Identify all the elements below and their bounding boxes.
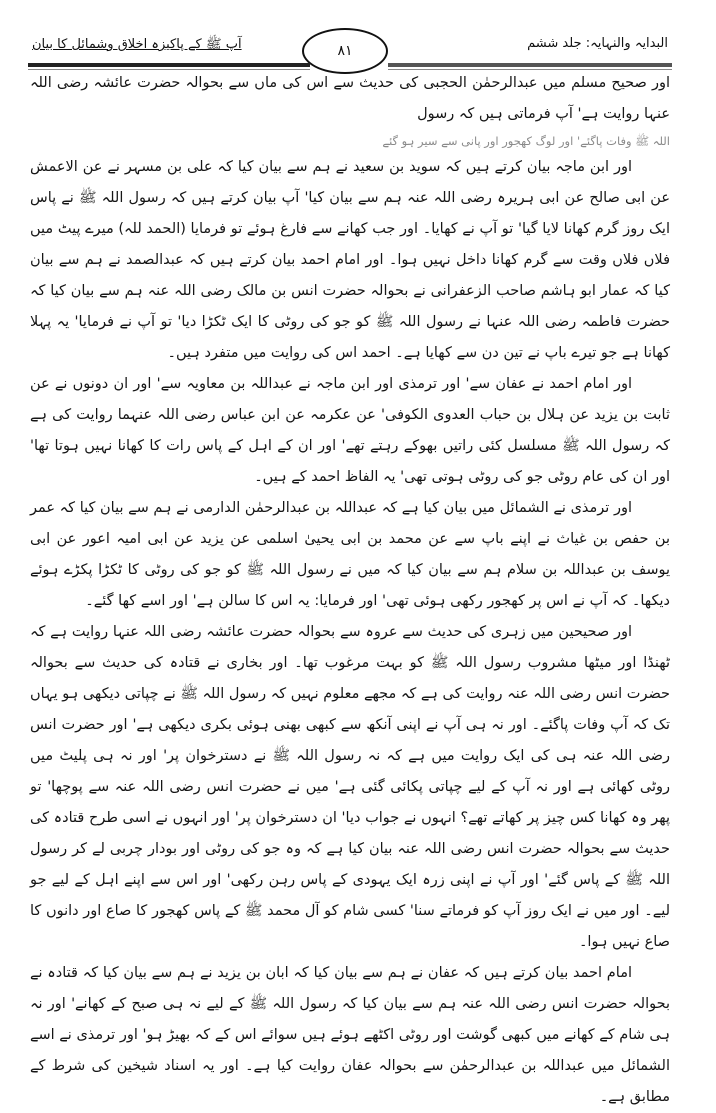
- page-number: ۸۱: [302, 28, 388, 74]
- page-body: [30, 68, 670, 1113]
- paragraph: اور صحیحین میں زہری کی حدیث سے عروہ سے بحوالہ حضرت عائشہ رضی اللہ عنہا روایت ہے کہ ٹھنڈا اور میٹھا مشروب رسول اللہ ﷺ کو بہت مرغوب تھا۔ اور بخاری نے قتادہ کی حدیث سے بحوالہ حضرت انس رضی اللہ عنہ روایت کی ہے کہ مجھے معلوم نہیں کہ رسول اللہ ﷺ نے چپاتی دیکھی ہو یہاں تک کہ آپ وفات پاگئے۔ اور نہ ہی آپ نے اپنی آنکھ سے کبھی بھنی ہوئی بکری دیکھی ہے' اور حضرت انس رضی اللہ عنہ ہی کی ایک روایت میں ہے کہ نہ رسول اللہ ﷺ نے دسترخوان پر' اور نہ ہی پلیٹ میں روٹی کھائی ہے اور نہ آپ کے لیے چپاتی پکائی گئی ہے' میں نے حضرت انس رضی اللہ عنہ سے پوچھا' تو پھر وہ کھانا کس چیز پر کھاتے تھے؟ انہوں نے جواب دیا' ان دسترخوان پر' اور انہوں نے اسی طرح قتادہ کی حدیث سے بحوالہ حضرت انس رضی اللہ عنہ بیان کیا ہے کہ وہ جو کی روٹی اور بودار چربی لے کر رسول اللہ ﷺ کے پاس گئے' اور آپ نے اپنی زرہ ایک یہودی کے پاس رہن رکھی' اور اس سے اپنے اہل کے لیے جو لیے۔ اور میں نے ایک روز آپ کو فرماتے سنا' کسی شام کو آل محمد ﷺ کے پاس کھجور کا صاع اور دانوں کا صاع نہیں ہوا۔: [30, 624, 670, 950]
- paragraph: اور ترمذی نے الشمائل میں بیان کیا ہے کہ عبداللہ بن عبدالرحمٰن الدارمی نے ہم سے بیان کیا کہ عمر بن حفص بن غیاث نے اپنے باپ سے عن محمد بن ابی یحییٰ اسلمی عن یزید عن ابی امیہ اعور عن ابی یوسف بن عبداللہ بن سلام ہم سے بیان کیا کہ میں نے رسول اللہ ﷺ کو جو کی روٹی کا ٹکڑا پکڑے ہوئے دیکھا۔ کہ آپ نے اس پر کھجور رکھی ہوئی تھی' اور فرمایا: یہ اس کا سالن ہے' اور اسے کھا گئے۔: [30, 500, 670, 609]
- paragraph: اور صحیح مسلم میں عبدالرحمٰن الحجبی کی حدیث سے اس کی ماں سے بحوالہ حضرت عائشہ رضی اللہ عنہا روایت ہے' آپ فرماتی ہیں کہ رسول: [30, 75, 670, 122]
- chapter-title-text: آپ ﷺ کے پاکیزہ اخلاق وشمائل کا بیان: [32, 37, 242, 52]
- page-header: [28, 28, 668, 62]
- paragraph-continuation: اللہ ﷺ وفات پاگئے' اور لوگ کھجور اور پانی سے سیر ہو گئے: [382, 134, 670, 148]
- chapter-title: [32, 36, 242, 55]
- paragraph: اور امام احمد نے عفان سے' اور ترمذی اور ابن ماجہ نے عبداللہ بن معاویہ سے' اور ان دونوں نے عن ثابت بن یزید عن ہلال بن حباب العدوی الکوفی' عن عکرمہ عن ابن عباس رضی اللہ عنہما روایت کی ہے کہ رسول اللہ ﷺ مسلسل کئی راتیں بھوکے رہتے تھے' اور ان کے اہل کے پاس رات کا کھانا نہیں ہوتا تھا' اور ان کی عام روٹی جو کی روٹی ہوتی تھی' یہ الفاظ احمد کے ہیں۔: [30, 376, 670, 485]
- paragraph: اور ابن ماجہ بیان کرتے ہیں کہ سوید بن سعید نے ہم سے بیان کیا کہ علی بن مسہر نے عن الاعمش عن ابی صالح عن ابی ہریرہ رضی اللہ عنہ ہم سے بیان کیا' آپ بیان کرتے ہیں کہ رسول اللہ ﷺ نے پاس ایک روز گرم کھانا لایا گیا' تو آپ نے کھایا۔ اور جب کھانے سے فارغ ہوئے تو فرمایا (الحمد للہ) میرے پیٹ میں فلاں فلاں وقت سے گرم کھانا داخل نہیں ہوا۔ اور امام احمد بیان کرتے ہیں کہ عبدالصمد نے ہم سے بیان کیا کہ عمار ابو ہاشم صاحب الزعفرانی نے بحوالہ حضرت انس بن مالک رضی اللہ عنہ ہم سے بیان کیا کہ حضرت فاطمہ رضی اللہ عنہا نے رسول اللہ ﷺ کو جو کی روٹی کا ایک ٹکڑا دیا' تو آپ نے فرمایا' یہ پہلا کھانا ہے جو تیرے باپ نے تین دن سے کھایا ہے۔ احمد اس کی روایت میں متفرد ہیں۔: [30, 159, 670, 361]
- paragraph: امام احمد بیان کرتے ہیں کہ عفان نے ہم سے بیان کیا کہ ابان بن یزید نے ہم سے بیان کیا کہ قتادہ نے بحوالہ حضرت انس رضی اللہ عنہ ہم سے بیان کیا کہ رسول اللہ ﷺ کے لیے نہ ہی صبح کے کھانے' اور نہ ہی شام کے کھانے میں کبھی گوشت اور روٹی اکٹھے ہوئے ہیں سوائے اس کے کہ بھیڑ ہو' اور ترمذی نے اسے الشمائل میں عبداللہ بن عبدالرحمٰن سے بحوالہ عفان روایت کیا ہے۔ اور یہ اسناد شیخین کی شرط کے مطابق ہے۔: [30, 965, 670, 1105]
- header-rule-left: [28, 63, 310, 67]
- header-rule-right: [388, 63, 672, 67]
- book-title: البدایہ والنہایہ: جلد ششم: [527, 36, 668, 51]
